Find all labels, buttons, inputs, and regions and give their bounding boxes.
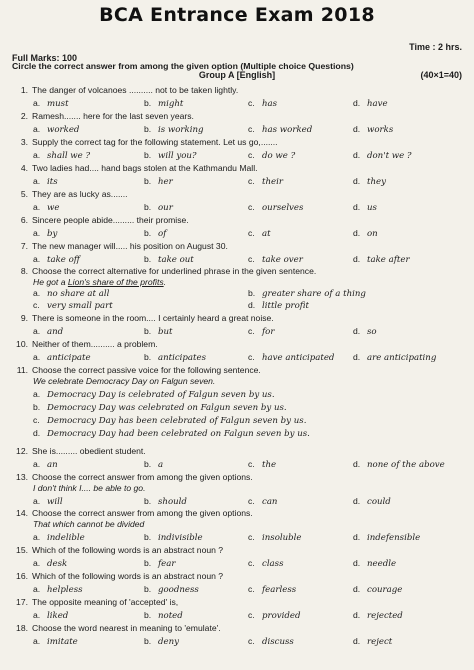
answer-option[interactable]: [353, 124, 393, 135]
option-text: no share at all: [47, 289, 110, 299]
answer-option[interactable]: [248, 228, 271, 239]
option-letter: d.: [353, 459, 361, 469]
option-letter: c.: [248, 558, 255, 568]
option-text: noted: [158, 611, 183, 621]
question-text: Choose the correct alternative for underlined phrase in the given sentence.: [32, 266, 317, 276]
question-number: 7.: [20, 241, 28, 251]
question-text: Neither of them.......... a problem.: [32, 339, 158, 349]
question-3: [10, 137, 278, 147]
option-text: we: [47, 203, 60, 213]
option-letter: b.: [144, 124, 152, 134]
option-text: by: [47, 229, 58, 239]
answer-option[interactable]: [144, 496, 187, 507]
instruction: Circle the correct answer from among the given option (Multiple choice Questions): [12, 61, 354, 71]
option-letter: d.: [353, 124, 361, 134]
option-letter: c.: [248, 202, 255, 212]
answer-option[interactable]: [353, 98, 388, 109]
answer-option[interactable]: [33, 584, 83, 595]
question-text: Ramesh....... here for the last seven years.: [32, 111, 194, 121]
question-number: 9.: [20, 313, 28, 323]
answer-option[interactable]: [144, 202, 173, 213]
answer-option[interactable]: [144, 326, 173, 337]
option-letter: b.: [144, 228, 152, 238]
option-text: don't we ?: [367, 151, 412, 161]
question-10: [10, 339, 158, 349]
option-letter: a.: [33, 124, 41, 134]
option-text: has: [262, 99, 278, 109]
answer-option[interactable]: [33, 124, 79, 135]
option-text: discuss: [262, 637, 294, 647]
question-number: 17.: [16, 597, 28, 607]
question-text: There is someone in the room.... I certainly heard a great noise.: [32, 313, 274, 323]
question-number: 3.: [20, 137, 28, 147]
option-text: works: [367, 125, 394, 135]
option-text: class: [262, 559, 284, 569]
question-text: The new manager will..... his position on August 30.: [32, 241, 228, 251]
option-text: little profit: [262, 301, 309, 311]
question-number: 12.: [16, 446, 28, 456]
question-number: 6.: [20, 215, 28, 225]
option-text: indivisible: [158, 533, 203, 543]
option-text: worked: [47, 125, 80, 135]
exam-time: Time : 2 hrs.: [409, 42, 462, 52]
option-letter: a.: [33, 352, 41, 362]
question-13: [10, 472, 253, 482]
option-letter: d.: [353, 254, 361, 264]
option-letter: b.: [144, 459, 152, 469]
option-letter: b.: [144, 254, 152, 264]
answer-option[interactable]: [33, 459, 58, 470]
answer-option[interactable]: [248, 352, 334, 363]
option-letter: b.: [144, 584, 152, 594]
answer-option[interactable]: [248, 176, 283, 187]
answer-option[interactable]: [33, 254, 80, 265]
answer-option[interactable]: [33, 428, 310, 439]
answer-option[interactable]: [248, 610, 300, 621]
question-text: Choose the correct answer from among the given options.: [32, 508, 253, 518]
option-letter: d.: [353, 98, 361, 108]
question-9: [10, 313, 274, 323]
option-letter: b.: [144, 326, 152, 336]
answer-option[interactable]: [144, 176, 173, 187]
answer-option[interactable]: [353, 352, 436, 363]
group-heading: Group A [English]: [198, 70, 276, 80]
option-text: reject: [367, 637, 393, 647]
option-letter: d.: [353, 558, 361, 568]
option-letter: b.: [144, 610, 152, 620]
question-number: 14.: [16, 508, 28, 518]
answer-option[interactable]: [353, 610, 403, 621]
answer-option[interactable]: [248, 98, 277, 109]
option-text: us: [367, 203, 377, 213]
option-text: can: [262, 497, 278, 507]
option-text: none of the above: [367, 460, 445, 470]
answer-option[interactable]: [353, 584, 402, 595]
answer-option[interactable]: [33, 326, 63, 337]
option-text: our: [158, 203, 173, 213]
question-text: Which of the following words is an abstract noun ?: [32, 571, 224, 581]
answer-option[interactable]: [33, 288, 109, 299]
answer-option[interactable]: [144, 150, 197, 161]
answer-option[interactable]: [248, 584, 296, 595]
answer-option[interactable]: [144, 532, 203, 543]
example-text: He got a: [33, 277, 68, 287]
question-4: [10, 163, 258, 173]
option-text: but: [158, 327, 173, 337]
answer-option[interactable]: [248, 326, 274, 337]
option-text: take over: [262, 255, 303, 265]
question-14: [10, 508, 253, 518]
option-text: of: [158, 229, 167, 239]
option-text: very small part: [47, 301, 113, 311]
answer-option[interactable]: [353, 636, 392, 647]
option-letter: c.: [248, 352, 255, 362]
answer-option[interactable]: [144, 124, 204, 135]
option-text: they: [367, 177, 386, 187]
option-letter: b.: [144, 496, 152, 506]
option-letter: a.: [33, 610, 41, 620]
option-text: its: [47, 177, 58, 187]
option-text: an: [47, 460, 58, 470]
question-example: We celebrate Democracy Day on Falgun seven.: [33, 376, 216, 386]
option-letter: d.: [248, 300, 256, 310]
option-text: has worked: [262, 125, 313, 135]
question-number: 18.: [16, 623, 28, 633]
option-letter: d.: [353, 202, 361, 212]
answer-option[interactable]: [144, 254, 194, 265]
option-text: do we ?: [262, 151, 296, 161]
option-letter: c.: [248, 636, 255, 646]
option-letter: c.: [248, 124, 255, 134]
option-text: should: [158, 497, 187, 507]
option-letter: a.: [33, 176, 41, 186]
option-letter: c.: [248, 459, 255, 469]
question-number: 2.: [20, 111, 28, 121]
answer-option[interactable]: [353, 496, 391, 507]
question-1: [10, 85, 238, 95]
question-15: [10, 545, 223, 555]
option-letter: c.: [248, 150, 255, 160]
full-marks: Full Marks: 100: [12, 53, 78, 63]
option-letter: d.: [33, 428, 41, 438]
answer-option[interactable]: [144, 610, 183, 621]
option-text: liked: [47, 611, 69, 621]
option-letter: d.: [353, 352, 361, 362]
option-letter: d.: [353, 532, 361, 542]
option-text: rejected: [367, 611, 403, 621]
question-text: Which of the following words is an abstract noun ?: [32, 545, 224, 555]
option-letter: b.: [144, 150, 152, 160]
answer-option[interactable]: [33, 202, 59, 213]
answer-option[interactable]: [144, 98, 183, 109]
option-letter: c.: [248, 326, 255, 336]
option-letter: c.: [33, 300, 40, 310]
option-text: her: [158, 177, 173, 187]
answer-option[interactable]: [33, 610, 68, 621]
answer-option[interactable]: [33, 558, 67, 569]
question-text: They are as lucky as.......: [32, 189, 128, 199]
option-letter: d.: [353, 150, 361, 160]
question-text: The opposite meaning of 'accepted' is,: [32, 597, 179, 607]
option-letter: a.: [33, 558, 41, 568]
option-text: take out: [158, 255, 194, 265]
answer-option[interactable]: [33, 352, 91, 363]
option-text: needle: [367, 559, 397, 569]
answer-option[interactable]: [248, 459, 276, 470]
option-letter: a.: [33, 228, 41, 238]
question-number: 4.: [20, 163, 28, 173]
question-7: [10, 241, 228, 251]
question-8: [10, 266, 316, 276]
option-letter: d.: [353, 176, 361, 186]
option-text: must: [47, 99, 69, 109]
question-number: 13.: [16, 472, 28, 482]
option-letter: b.: [144, 98, 152, 108]
option-letter: c.: [248, 254, 255, 264]
option-text: are anticipating: [367, 353, 437, 363]
answer-option[interactable]: [144, 558, 176, 569]
answer-option[interactable]: [248, 124, 312, 135]
answer-option[interactable]: [33, 176, 58, 187]
question-text: Choose the correct answer from among the given options.: [32, 472, 253, 482]
option-text: so: [367, 327, 377, 337]
answer-option[interactable]: [353, 459, 445, 470]
option-text: a: [158, 460, 164, 470]
answer-option[interactable]: [33, 636, 78, 647]
question-text: Supply the correct tag for the following statement. Let us go,.......: [32, 137, 278, 147]
option-text: anticipate: [47, 353, 91, 363]
option-letter: c.: [248, 176, 255, 186]
option-text: courage: [367, 585, 403, 595]
question-16: [10, 571, 223, 581]
option-text: indelible: [47, 533, 85, 543]
score-formula: (40×1=40): [420, 70, 462, 80]
answer-option[interactable]: [144, 636, 179, 647]
option-letter: c.: [248, 584, 255, 594]
answer-option[interactable]: [353, 150, 412, 161]
underlined-phrase: Lion's share of the profits: [67, 277, 164, 287]
option-letter: a.: [33, 254, 41, 264]
option-letter: d.: [353, 326, 361, 336]
option-text: on: [367, 229, 378, 239]
option-text: might: [158, 99, 184, 109]
question-text: Sincere people abide......... their promise.: [32, 215, 189, 225]
question-number: 5.: [20, 189, 28, 199]
option-text: Democracy Day has been celebrated of Falgun seven by us.: [47, 416, 307, 426]
option-text: goodness: [158, 585, 199, 595]
option-letter: a.: [33, 202, 41, 212]
option-text: provided: [262, 611, 301, 621]
option-text: take after: [367, 255, 410, 265]
answer-option[interactable]: [144, 228, 166, 239]
option-letter: c.: [33, 415, 40, 425]
option-text: for: [262, 327, 275, 337]
option-letter: a.: [33, 288, 41, 298]
question-text: Choose the correct passive voice for the following sentence.: [32, 365, 261, 375]
question-12: [10, 446, 146, 456]
question-text: Two ladies had.... hand bags stolen at the Kathmandu Mall.: [32, 163, 258, 173]
question-example: [33, 277, 166, 287]
question-number: 11.: [16, 365, 28, 375]
question-number: 16.: [16, 571, 28, 581]
exam-title: BCA Entrance Exam 2018: [99, 4, 375, 26]
answer-option[interactable]: [33, 389, 275, 400]
option-letter: a.: [33, 150, 41, 160]
answer-option[interactable]: [353, 228, 378, 239]
question-text: Choose the word nearest in meaning to 'emulate'.: [32, 623, 221, 633]
option-letter: c.: [248, 228, 255, 238]
option-text: desk: [47, 559, 68, 569]
answer-option[interactable]: [353, 532, 420, 543]
answer-option[interactable]: [248, 288, 366, 299]
answer-option[interactable]: [248, 300, 309, 311]
question-example: I don't think I.... be able to go.: [33, 483, 146, 493]
question-number: 1.: [20, 85, 28, 95]
answer-option[interactable]: [33, 402, 287, 413]
option-text: their: [262, 177, 283, 187]
question-17: [10, 597, 178, 607]
option-text: Democracy Day was celebrated on Falgun seven by us.: [47, 403, 287, 413]
option-text: will you?: [158, 151, 197, 161]
answer-option[interactable]: [144, 584, 199, 595]
option-text: fearless: [262, 585, 297, 595]
option-letter: d.: [353, 610, 361, 620]
answer-option[interactable]: [353, 254, 410, 265]
question-number: 10.: [16, 339, 28, 349]
answer-option[interactable]: [353, 558, 396, 569]
question-number: 15.: [16, 545, 28, 555]
option-letter: a.: [33, 496, 41, 506]
answer-option[interactable]: [248, 150, 295, 161]
option-letter: b.: [144, 176, 152, 186]
question-number: 8.: [20, 266, 28, 276]
option-text: insoluble: [262, 533, 302, 543]
answer-option[interactable]: [33, 532, 85, 543]
option-text: imitate: [47, 637, 78, 647]
option-letter: c.: [248, 532, 255, 542]
option-text: take off: [47, 255, 80, 265]
option-letter: a.: [33, 389, 41, 399]
answer-option[interactable]: [33, 228, 57, 239]
option-letter: a.: [33, 98, 41, 108]
question-example: That which cannot be divided: [33, 519, 145, 529]
option-letter: c.: [248, 610, 255, 620]
answer-option[interactable]: [353, 202, 377, 213]
answer-option[interactable]: [33, 150, 90, 161]
option-text: ourselves: [262, 203, 304, 213]
answer-option[interactable]: [248, 558, 284, 569]
answer-option[interactable]: [248, 254, 303, 265]
option-letter: a.: [33, 459, 41, 469]
answer-option[interactable]: [248, 636, 294, 647]
question-11: [10, 365, 261, 375]
option-text: have anticipated: [262, 353, 335, 363]
option-text: at: [262, 229, 271, 239]
answer-option[interactable]: [353, 326, 377, 337]
option-letter: b.: [144, 352, 152, 362]
option-letter: b.: [144, 558, 152, 568]
option-letter: b.: [248, 288, 256, 298]
option-text: the: [262, 460, 277, 470]
option-text: and: [47, 327, 64, 337]
option-text: Democracy Day is celebrated of Falgun seven by us.: [47, 390, 275, 400]
question-6: [10, 215, 189, 225]
option-text: fear: [158, 559, 176, 569]
question-text: The danger of volcanoes .......... not to be taken lightly.: [32, 85, 239, 95]
question-18: [10, 623, 221, 633]
answer-option[interactable]: [248, 496, 277, 507]
option-text: indefensible: [367, 533, 421, 543]
example-text: .: [163, 277, 167, 287]
question-2: [10, 111, 194, 121]
option-text: greater share of a thing: [262, 289, 366, 299]
option-letter: a.: [33, 532, 41, 542]
option-letter: b.: [144, 532, 152, 542]
option-letter: b.: [144, 636, 152, 646]
option-letter: a.: [33, 326, 41, 336]
option-text: Democracy Day had been celebrated on Falgun seven by us.: [47, 429, 310, 439]
option-letter: a.: [33, 636, 41, 646]
option-text: helpless: [47, 585, 83, 595]
option-letter: b.: [144, 202, 152, 212]
option-letter: c.: [248, 98, 255, 108]
answer-option[interactable]: [33, 98, 69, 109]
option-letter: d.: [353, 228, 361, 238]
option-text: anticipates: [158, 353, 206, 363]
option-letter: d.: [353, 584, 361, 594]
answer-option[interactable]: [144, 352, 206, 363]
answer-option[interactable]: [33, 300, 113, 311]
option-text: could: [367, 497, 391, 507]
option-letter: d.: [353, 636, 361, 646]
option-text: shall we ?: [47, 151, 91, 161]
answer-option[interactable]: [353, 176, 386, 187]
answer-option[interactable]: [248, 202, 303, 213]
option-letter: d.: [353, 496, 361, 506]
option-text: have: [367, 99, 388, 109]
option-letter: b.: [33, 402, 41, 412]
answer-option[interactable]: [33, 496, 63, 507]
question-5: [10, 189, 128, 199]
option-letter: a.: [33, 584, 41, 594]
answer-option[interactable]: [248, 532, 302, 543]
option-letter: c.: [248, 496, 255, 506]
option-text: is working: [158, 125, 204, 135]
answer-option[interactable]: [33, 415, 306, 426]
option-text: deny: [158, 637, 179, 647]
answer-option[interactable]: [144, 459, 163, 470]
question-text: She is......... obedient student.: [32, 446, 146, 456]
option-text: will: [47, 497, 63, 507]
